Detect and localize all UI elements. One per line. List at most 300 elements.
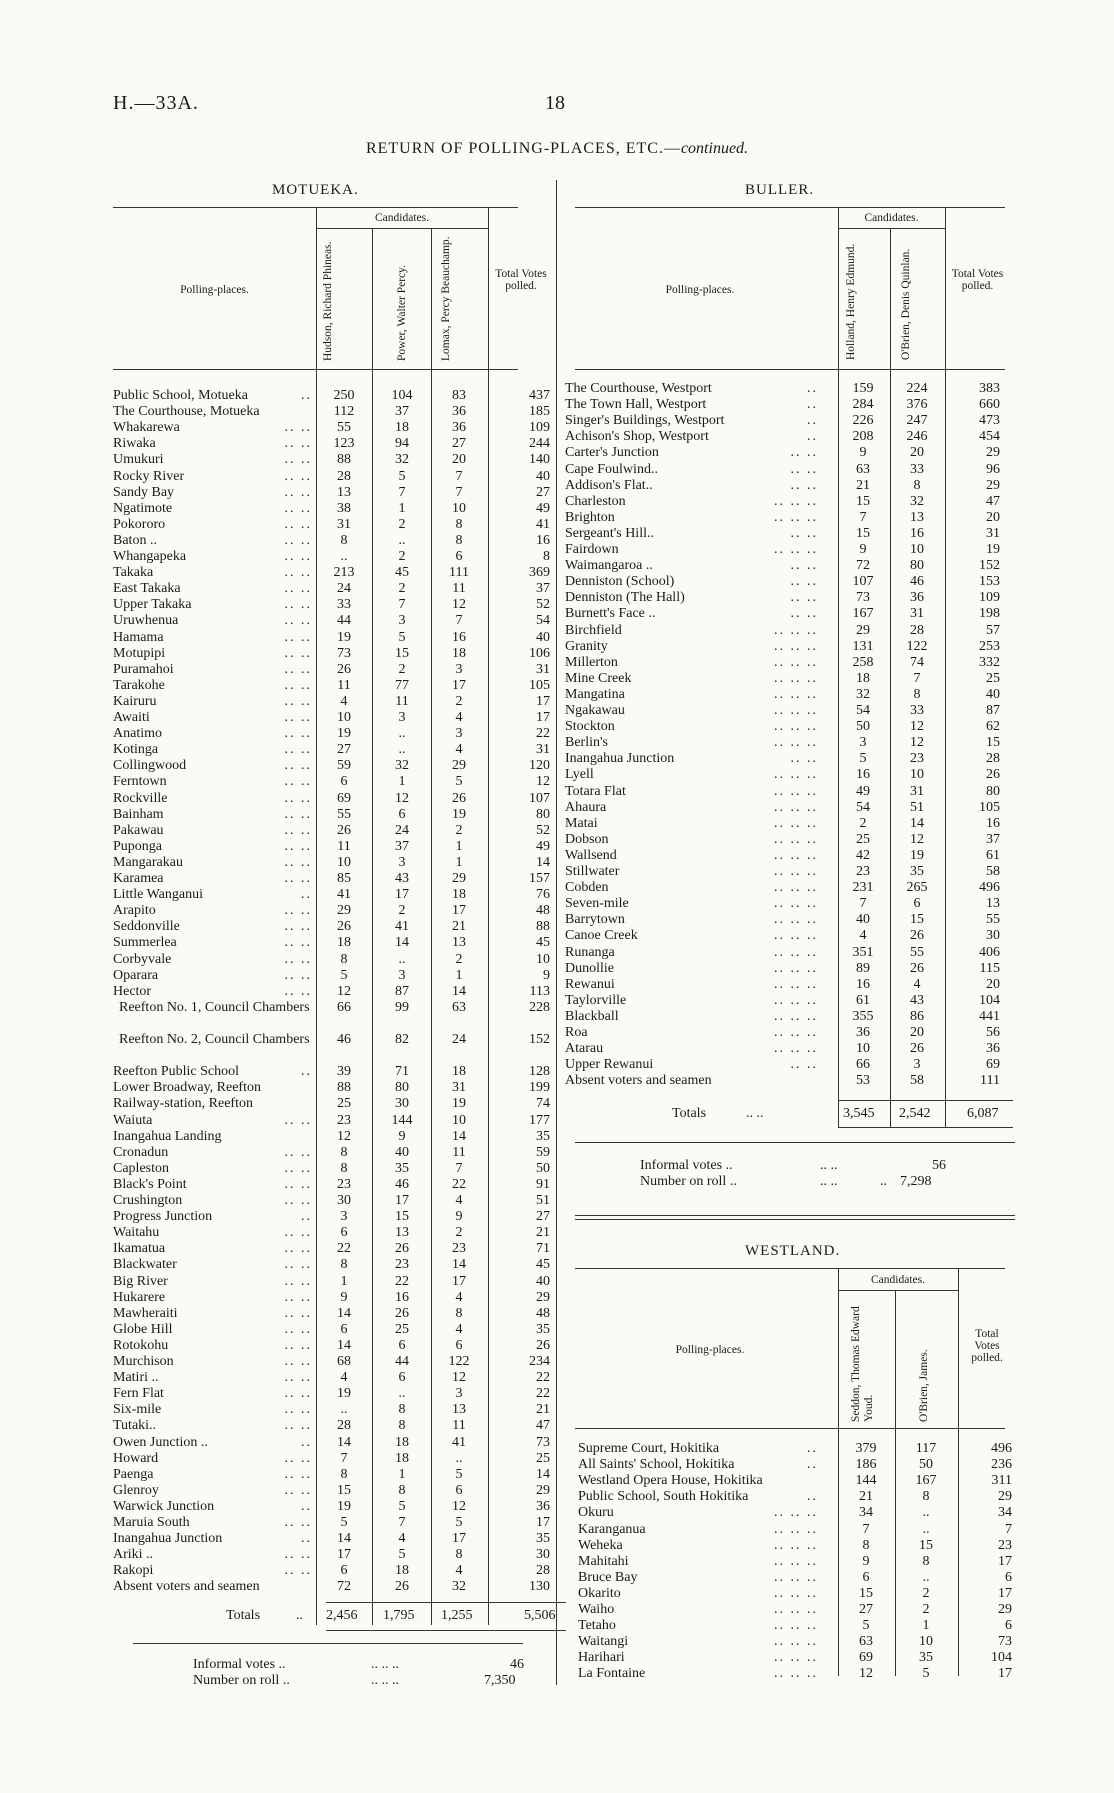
leader-dots: .. .. bbox=[284, 532, 312, 548]
candidate-votes: 14 bbox=[452, 983, 466, 999]
polling-place: Harihari bbox=[578, 1650, 625, 1666]
candidate-votes: 226 bbox=[852, 413, 874, 429]
candidate-votes: 19 bbox=[337, 1386, 351, 1402]
polling-place: Carter's Junction bbox=[565, 445, 659, 461]
total-votes: 10 bbox=[536, 951, 550, 967]
table-row bbox=[0, 1473, 1114, 1489]
leader-dots: .. .. bbox=[284, 581, 312, 597]
candidate-votes: 6 bbox=[455, 1482, 463, 1498]
table-row bbox=[0, 735, 1114, 751]
table-row bbox=[0, 1257, 1114, 1273]
dots: .. .. .. bbox=[371, 1673, 399, 1688]
candidate-votes: 4 bbox=[455, 1321, 463, 1337]
polling-place: Waitangi bbox=[578, 1634, 629, 1650]
candidate-votes: 9 bbox=[859, 445, 867, 461]
polling-place: Matai bbox=[565, 815, 598, 831]
total-votes: 104 bbox=[991, 1650, 1012, 1666]
candidate-votes: 10 bbox=[452, 500, 466, 516]
table-row bbox=[0, 1402, 1114, 1418]
candidate-votes: 5 bbox=[398, 468, 406, 484]
candidate-votes: 4 bbox=[913, 976, 921, 992]
polling-place: Achison's Shop, Westport bbox=[565, 429, 709, 445]
candidate-votes: 38 bbox=[337, 500, 351, 516]
table-row bbox=[0, 1354, 1114, 1370]
total-votes: 153 bbox=[979, 574, 1000, 590]
candidate-votes: 1 bbox=[398, 1466, 406, 1482]
total-votes: 17 bbox=[998, 1666, 1012, 1682]
leader-dots: .. .. .. bbox=[774, 992, 818, 1008]
total-votes: 29 bbox=[986, 477, 1000, 493]
polling-place: Little Wanganui bbox=[113, 887, 203, 903]
candidate-votes: 55 bbox=[337, 806, 351, 822]
table-row bbox=[0, 1489, 1114, 1505]
candidate-votes: 31 bbox=[337, 516, 351, 532]
candidate-votes: 71 bbox=[395, 1064, 409, 1080]
total-votes: 29 bbox=[986, 445, 1000, 461]
candidate-votes: 14 bbox=[337, 1337, 351, 1353]
leader-dots: .. bbox=[807, 429, 818, 445]
leader-dots: .. .. .. bbox=[774, 1025, 818, 1040]
candidate-votes: 9 bbox=[340, 1289, 348, 1305]
candidate-votes: 72 bbox=[856, 558, 870, 574]
westland-candidates-label: Candidates. bbox=[871, 1274, 925, 1286]
candidate-votes: 122 bbox=[448, 1354, 470, 1369]
candidate-votes: 19 bbox=[452, 806, 466, 822]
total-votes: 109 bbox=[529, 420, 550, 436]
polling-place: Stockton bbox=[565, 719, 615, 735]
table-row bbox=[0, 655, 1114, 671]
polling-place: Pokororo bbox=[113, 516, 166, 532]
table-row bbox=[0, 719, 1114, 735]
total-votes: 35 bbox=[536, 1128, 550, 1144]
total-votes: 185 bbox=[529, 404, 550, 420]
polling-place: Mawheraiti bbox=[113, 1305, 178, 1321]
total-votes: 29 bbox=[998, 1602, 1012, 1617]
candidate-votes: 3 bbox=[398, 710, 406, 725]
candidate-votes: 3 bbox=[913, 1057, 921, 1073]
total-votes: 73 bbox=[998, 1634, 1012, 1650]
total-votes: 496 bbox=[991, 1441, 1012, 1456]
total-votes: 17 bbox=[998, 1585, 1012, 1601]
motueka-candidate-2: Power, Walter Percy. bbox=[396, 264, 408, 361]
polling-place: Awaiti bbox=[113, 710, 150, 725]
polling-place: Dobson bbox=[565, 831, 609, 847]
candidate-votes: 46 bbox=[395, 1176, 409, 1192]
polling-place: Fern Flat bbox=[113, 1386, 164, 1402]
candidate-votes: 35 bbox=[910, 864, 924, 879]
total-votes: 115 bbox=[979, 960, 1000, 976]
total-votes: 140 bbox=[529, 452, 550, 468]
candidate-votes: 12 bbox=[452, 1498, 466, 1514]
candidate-votes: 231 bbox=[852, 880, 874, 896]
total-votes: 130 bbox=[529, 1579, 550, 1595]
candidate-votes: 15 bbox=[919, 1537, 933, 1553]
informal-label: Informal votes .. bbox=[640, 1158, 733, 1173]
polling-place: Ikamatua bbox=[113, 1241, 166, 1257]
total-votes: 58 bbox=[986, 864, 1000, 879]
motueka-total-header: Total Votes polled. bbox=[495, 268, 547, 292]
polling-place: Cape Foulwind.. bbox=[565, 461, 658, 477]
total-votes: 80 bbox=[536, 806, 550, 822]
candidate-votes: 11 bbox=[452, 581, 466, 597]
roll-label: Number on roll .. bbox=[640, 1174, 737, 1189]
total-votes: 16 bbox=[986, 815, 1000, 831]
polling-place: Riwaka bbox=[113, 436, 156, 452]
total-votes: 69 bbox=[986, 1057, 1000, 1073]
candidate-votes: 41 bbox=[452, 1434, 466, 1450]
table-row bbox=[0, 961, 1114, 977]
candidate-votes: 36 bbox=[910, 590, 924, 606]
candidate-votes: 12 bbox=[452, 597, 466, 613]
candidate-votes: 80 bbox=[395, 1080, 409, 1096]
leader-dots: .. bbox=[807, 1441, 818, 1456]
candidate-votes: 265 bbox=[906, 880, 928, 896]
total-votes: 41 bbox=[536, 516, 550, 532]
table-row bbox=[0, 832, 1114, 848]
candidate-votes: 28 bbox=[337, 468, 351, 484]
polling-place: Taylorville bbox=[565, 992, 627, 1008]
candidate-votes: 376 bbox=[906, 397, 928, 413]
polling-place: Public School, Motueka bbox=[113, 388, 248, 403]
candidate-votes: 26 bbox=[337, 822, 351, 838]
candidate-votes: 6 bbox=[455, 549, 463, 564]
candidate-votes: 14 bbox=[337, 1434, 351, 1450]
candidate-votes: 3 bbox=[455, 1386, 463, 1402]
candidate-votes: 26 bbox=[337, 919, 351, 935]
leader-dots: .. .. bbox=[284, 710, 312, 725]
leader-dots: .. .. .. bbox=[774, 719, 818, 735]
leader-dots: .. .. bbox=[284, 1160, 312, 1176]
buller-candidate-1: Holland, Henry Edmund. bbox=[845, 243, 857, 360]
total-votes: 234 bbox=[529, 1354, 550, 1369]
polling-place: Denniston (School) bbox=[565, 574, 675, 590]
candidate-votes: 15 bbox=[856, 525, 870, 541]
leader-dots: .. .. bbox=[284, 1321, 312, 1337]
candidate-votes: 26 bbox=[910, 960, 924, 976]
total-votes: 96 bbox=[986, 461, 1000, 477]
candidate-votes: 17 bbox=[395, 1193, 409, 1208]
candidate-votes: 21 bbox=[856, 477, 870, 493]
polling-place: Big River bbox=[113, 1273, 168, 1289]
leader-dots: .. .. bbox=[284, 677, 312, 693]
leader-dots: .. .. bbox=[284, 420, 312, 436]
roll-value: 7,298 bbox=[900, 1174, 932, 1189]
candidate-votes: 5 bbox=[398, 1547, 406, 1563]
total-votes: 27 bbox=[536, 484, 550, 500]
candidate-votes: 8 bbox=[340, 532, 348, 548]
total-votes: 113 bbox=[529, 983, 550, 999]
table-row bbox=[0, 671, 1114, 687]
candidate-votes: 44 bbox=[337, 613, 351, 629]
leader-dots: .. .. .. bbox=[774, 1634, 818, 1650]
candidate-votes: 107 bbox=[852, 574, 874, 590]
candidate-votes: 87 bbox=[395, 983, 409, 999]
candidate-votes: 42 bbox=[856, 847, 870, 863]
leader-dots: .. .. .. bbox=[774, 831, 818, 847]
candidate-votes: .. bbox=[398, 1386, 406, 1402]
total-votes: 177 bbox=[529, 1112, 550, 1128]
polling-place: Ngakawau bbox=[565, 703, 625, 718]
candidate-votes: 2 bbox=[398, 903, 406, 919]
candidate-votes: 14 bbox=[337, 1305, 351, 1321]
polling-place: Lower Broadway, Reefton bbox=[113, 1080, 261, 1096]
candidate-votes: 258 bbox=[852, 654, 874, 670]
leader-dots: .. bbox=[807, 1489, 818, 1505]
total-votes: 14 bbox=[536, 1466, 550, 1482]
total-votes: 120 bbox=[529, 758, 550, 774]
candidate-votes: 122 bbox=[906, 638, 928, 654]
table-row bbox=[0, 574, 1114, 590]
candidate-votes: 6 bbox=[398, 1337, 406, 1353]
table-row bbox=[0, 1306, 1114, 1322]
polling-place: Inangahua Landing bbox=[113, 1128, 222, 1144]
polling-place: Cronadun bbox=[113, 1144, 169, 1160]
candidate-votes: 23 bbox=[337, 1176, 351, 1192]
candidate-votes: 18 bbox=[395, 1563, 409, 1579]
leader-dots: .. .. bbox=[790, 558, 818, 574]
total-votes: 74 bbox=[536, 1096, 550, 1112]
polling-place: Denniston (The Hall) bbox=[565, 590, 685, 606]
leader-dots: .. bbox=[301, 887, 312, 903]
table-row bbox=[0, 1586, 1114, 1602]
leader-dots: .. .. bbox=[284, 597, 312, 613]
leader-dots: .. .. bbox=[284, 549, 312, 564]
polling-place: Brighton bbox=[565, 509, 615, 525]
polling-place: Weheka bbox=[578, 1537, 623, 1553]
total-votes: 25 bbox=[986, 670, 1000, 686]
candidate-votes: 28 bbox=[910, 622, 924, 638]
candidate-votes: 6 bbox=[398, 806, 406, 822]
total-votes: 48 bbox=[536, 1305, 550, 1321]
westland-candidate-1: Seddon, Thomas Edward Youd. bbox=[850, 1306, 875, 1422]
table-row bbox=[0, 1209, 1114, 1225]
candidate-votes: 8 bbox=[398, 1402, 406, 1418]
westland-total-header: Total Votes polled. bbox=[971, 1328, 1003, 1364]
table-row bbox=[0, 1041, 1114, 1057]
leader-dots: .. .. bbox=[284, 790, 312, 806]
candidate-votes: 8 bbox=[455, 1547, 463, 1563]
candidate-votes: 4 bbox=[398, 1531, 406, 1547]
candidate-votes: 4 bbox=[455, 1289, 463, 1305]
leader-dots: .. .. bbox=[790, 477, 818, 493]
leader-dots: .. bbox=[807, 381, 818, 396]
total-votes: 40 bbox=[536, 629, 550, 645]
polling-place: Upper Rewanui bbox=[565, 1057, 654, 1073]
leader-dots: .. .. bbox=[284, 1289, 312, 1305]
polling-place: The Courthouse, Westport bbox=[565, 381, 712, 396]
table-row bbox=[0, 1145, 1114, 1161]
polling-place: La Fontaine bbox=[578, 1666, 646, 1682]
polling-place: Bruce Bay bbox=[578, 1569, 638, 1585]
candidate-votes: 18 bbox=[395, 1450, 409, 1466]
polling-place: Paenga bbox=[113, 1466, 154, 1482]
polling-place: Summerlea bbox=[113, 935, 177, 951]
total-votes: 441 bbox=[979, 1008, 1000, 1024]
leader-dots: .. .. bbox=[284, 1547, 312, 1563]
polling-place: Reefton No. 2, Council Chambers bbox=[119, 1032, 310, 1047]
leader-dots: .. bbox=[301, 1064, 312, 1080]
candidate-votes: 32 bbox=[395, 758, 409, 774]
candidate-votes: 46 bbox=[910, 574, 924, 590]
candidate-votes: 14 bbox=[337, 1531, 351, 1547]
total-votes: 454 bbox=[979, 429, 1000, 445]
candidate-votes: 26 bbox=[452, 790, 466, 806]
table-row bbox=[0, 1057, 1114, 1073]
polling-place: Waimangaroa .. bbox=[565, 558, 653, 574]
candidate-votes: 111 bbox=[449, 565, 469, 581]
total-votes: 106 bbox=[529, 645, 550, 661]
polling-place: Collingwood bbox=[113, 758, 187, 774]
leader-dots: .. .. bbox=[790, 606, 818, 622]
buller-candidate-2: O'Brien, Denis Quinlan. bbox=[900, 248, 912, 360]
candidate-votes: 25 bbox=[856, 831, 870, 847]
leader-dots: .. .. bbox=[284, 774, 312, 790]
candidate-votes: 43 bbox=[395, 871, 409, 886]
candidate-votes: 32 bbox=[452, 1579, 466, 1595]
leader-dots: .. .. bbox=[284, 1273, 312, 1289]
total-votes: 8 bbox=[543, 549, 550, 564]
leader-dots: .. .. bbox=[284, 613, 312, 629]
polling-place: Reefton Public School bbox=[113, 1064, 239, 1080]
candidate-votes: 167 bbox=[915, 1473, 937, 1489]
total-votes: 157 bbox=[529, 871, 550, 886]
leader-dots: .. .. .. bbox=[774, 670, 818, 686]
leader-dots: .. .. bbox=[284, 726, 312, 742]
candidate-votes: 16 bbox=[856, 767, 870, 783]
leader-dots: .. .. bbox=[284, 1386, 312, 1402]
total-votes: 50 bbox=[536, 1160, 550, 1176]
candidate-votes: 12 bbox=[910, 735, 924, 751]
total-votes: 40 bbox=[986, 686, 1000, 702]
leader-dots: .. .. bbox=[284, 1193, 312, 1208]
candidate-votes: 5 bbox=[455, 774, 463, 790]
polling-place: Puponga bbox=[113, 838, 162, 854]
candidate-votes: 16 bbox=[910, 525, 924, 541]
leader-dots: .. .. .. bbox=[774, 1537, 818, 1553]
polling-place: Seddonville bbox=[113, 919, 180, 935]
total-votes: 23 bbox=[998, 1537, 1012, 1553]
candidate-votes: 1 bbox=[455, 854, 463, 870]
candidate-votes: 7 bbox=[398, 1515, 406, 1530]
candidate-votes: 3 bbox=[398, 613, 406, 629]
candidate-votes: 19 bbox=[452, 1096, 466, 1112]
candidate-votes: .. bbox=[455, 1450, 463, 1466]
candidate-votes: 5 bbox=[340, 967, 348, 983]
candidate-votes: .. bbox=[340, 549, 348, 564]
leader-dots: .. .. bbox=[284, 484, 312, 500]
candidate-votes: 4 bbox=[455, 710, 463, 725]
buller-title: BULLER. bbox=[745, 182, 815, 198]
candidate-votes: 68 bbox=[337, 1354, 351, 1369]
polling-place: Bainham bbox=[113, 806, 164, 822]
candidate-votes: 8 bbox=[398, 1418, 406, 1434]
candidate-votes: 2 bbox=[398, 516, 406, 532]
candidate-votes: 5 bbox=[922, 1666, 930, 1682]
candidate-votes: 7 bbox=[455, 468, 463, 484]
candidate-votes: 11 bbox=[452, 1418, 466, 1434]
candidate-votes: 4 bbox=[455, 742, 463, 758]
total-c2: 2,542 bbox=[899, 1106, 931, 1121]
table-row bbox=[0, 510, 1114, 526]
candidate-votes: 45 bbox=[395, 565, 409, 581]
candidate-votes: 25 bbox=[395, 1321, 409, 1337]
total-votes: 51 bbox=[536, 1193, 550, 1208]
leader-dots: .. .. bbox=[790, 574, 818, 590]
leader-dots: .. .. bbox=[284, 500, 312, 516]
leader-dots: .. .. bbox=[284, 1450, 312, 1466]
polling-place: Progress Junction bbox=[113, 1209, 213, 1225]
candidate-votes: 27 bbox=[337, 742, 351, 758]
total-votes: 17 bbox=[536, 693, 550, 709]
candidate-votes: 246 bbox=[906, 429, 928, 445]
leader-dots: .. .. .. bbox=[774, 509, 818, 525]
candidate-votes: 5 bbox=[862, 1618, 870, 1634]
candidate-votes: 14 bbox=[395, 935, 409, 951]
candidate-votes: 20 bbox=[910, 1025, 924, 1040]
candidate-votes: 80 bbox=[910, 558, 924, 574]
table-row bbox=[0, 526, 1114, 542]
table-row bbox=[0, 558, 1114, 574]
candidate-votes: 7 bbox=[398, 597, 406, 613]
candidate-votes: 14 bbox=[452, 1257, 466, 1273]
candidate-votes: 2 bbox=[455, 1225, 463, 1241]
table-row bbox=[0, 751, 1114, 767]
polling-place: Pakawau bbox=[113, 822, 164, 838]
leader-dots: .. .. bbox=[790, 525, 818, 541]
total-votes: 26 bbox=[536, 1337, 550, 1353]
candidate-votes: 104 bbox=[391, 388, 413, 403]
candidate-votes: 12 bbox=[859, 1666, 873, 1682]
leader-dots: .. .. .. bbox=[774, 622, 818, 638]
candidate-votes: 54 bbox=[856, 799, 870, 815]
table-row bbox=[0, 1666, 1114, 1682]
candidate-votes: 18 bbox=[856, 670, 870, 686]
total-votes: 107 bbox=[529, 790, 550, 806]
polling-place: Rocky River bbox=[113, 468, 185, 484]
candidate-votes: 2 bbox=[455, 693, 463, 709]
polling-place: Lyell bbox=[565, 767, 594, 783]
candidate-votes: 18 bbox=[452, 887, 466, 903]
polling-place: Okuru bbox=[578, 1505, 614, 1521]
total-votes: 13 bbox=[986, 896, 1000, 912]
total-votes: 49 bbox=[536, 500, 550, 516]
polling-place: Owen Junction .. bbox=[113, 1434, 208, 1450]
candidate-votes: 24 bbox=[337, 581, 351, 597]
polling-place: The Courthouse, Motueka bbox=[113, 404, 260, 420]
leader-dots: .. bbox=[807, 1457, 818, 1473]
leader-dots: .. .. .. bbox=[774, 735, 818, 751]
table-row bbox=[0, 478, 1114, 494]
leader-dots: .. .. bbox=[284, 951, 312, 967]
polling-place: Six-mile bbox=[113, 1402, 162, 1418]
leader-dots: .. .. bbox=[284, 1337, 312, 1353]
candidate-votes: 208 bbox=[852, 429, 874, 445]
candidate-votes: 23 bbox=[337, 1112, 351, 1128]
total-votes: 71 bbox=[536, 1241, 550, 1257]
total-votes: 56 bbox=[986, 1025, 1000, 1040]
total-votes: 311 bbox=[991, 1473, 1012, 1489]
total-votes: 54 bbox=[536, 613, 550, 629]
total-votes: 236 bbox=[991, 1457, 1012, 1473]
candidate-votes: 18 bbox=[452, 645, 466, 661]
table-row bbox=[0, 1225, 1114, 1241]
leader-dots: .. .. .. bbox=[774, 686, 818, 702]
table-row bbox=[0, 1554, 1114, 1570]
dots: .. .. bbox=[746, 1106, 764, 1121]
table-row bbox=[0, 1177, 1114, 1193]
candidate-votes: 8 bbox=[455, 1305, 463, 1321]
candidate-votes: 33 bbox=[910, 703, 924, 718]
